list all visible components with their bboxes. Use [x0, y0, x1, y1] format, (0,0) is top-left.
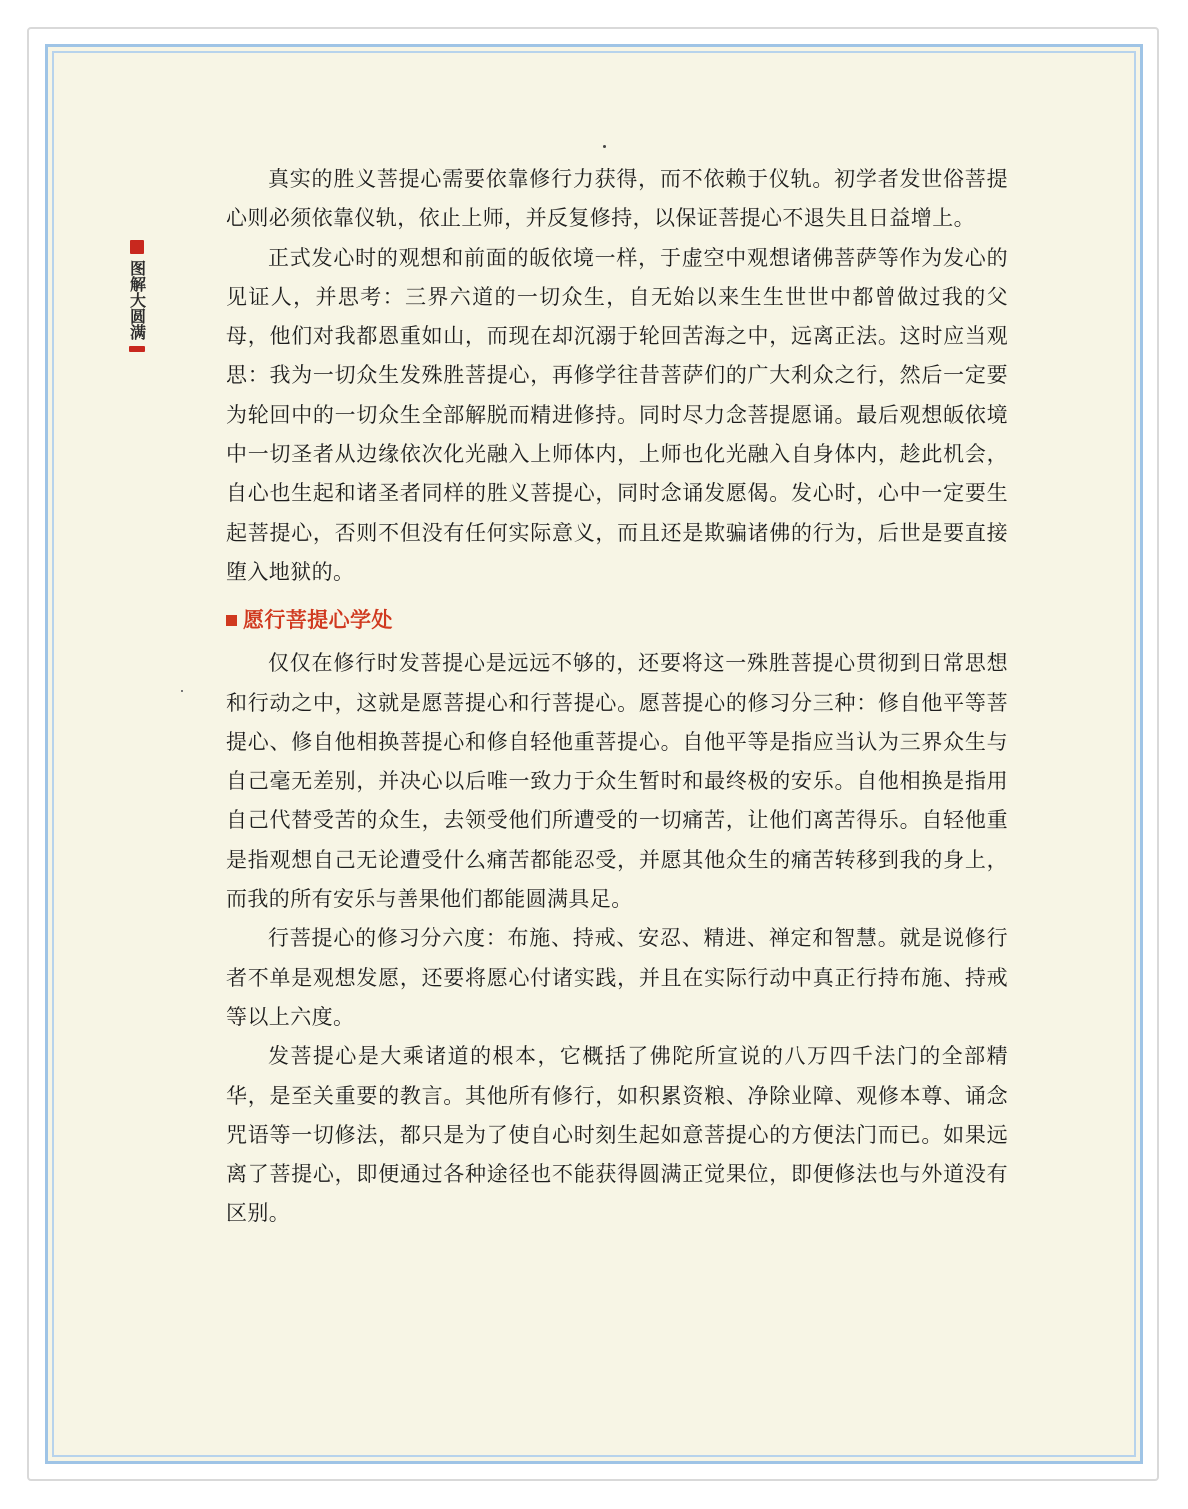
red-seal-bottom-icon [129, 346, 145, 352]
side-tab [125, 240, 149, 358]
section-heading [226, 604, 1008, 636]
paragraph-2: 正式发心时的观想和前面的皈依境一样，于虚空中观想诸佛菩萨等作为发心的见证人，并思考：三界六道的一切众生，自无始以来生生世世中都曾做过我的父母，他们对我都恩重如山，而现在却沉溺于轮回苦海之中，远离正法。这时应当观思：我为一切众生发殊胜菩提心，再修学往昔菩萨们的广大利众之行，然后一定要为轮回中的一切众生全部解脱而精进修持。同时尽力念菩提愿诵。最后观想皈依境中一切圣者从边缘依次化光融入上师体内，上师也化光融入自身体内，趁此机会，自心也生起和诸圣者同样的胜义菩提心，同时念诵发愿偈。发心时，心中一定要生起菩提心，否则不但没有任何实际意义，而且还是欺骗诸佛的行为，后世是要直接堕入地狱的。 [226, 245, 1008, 584]
body-text [226, 160, 1008, 1234]
paragraph-5: 发菩提心是大乘诸道的根本，它概括了佛陀所宣说的八万四千法门的全部精华，是至关重要的教言。其他所有修行，如积累资粮、净除业障、观修本尊、诵念咒语等一切修法，都只是为了使自心时刻生起如意菩提心的方便法门而已。如果远离了菩提心，即便通过各种途径也不能获得圆满正觉果位，即便修法也与外道没有区别。 [226, 1044, 1008, 1226]
paragraph-4: 行菩提心的修习分六度：布施、持戒、安忍、精进、禅定和智慧。就是说修行者不单是观想发愿，还要将愿心付诸实践，并且在实际行动中真正行持布施、持戒等以上六度。 [226, 926, 1008, 1029]
square-bullet-icon [226, 615, 237, 626]
red-seal-icon [130, 240, 144, 254]
page-dot [603, 145, 606, 148]
page-speck [181, 690, 183, 692]
paragraph-3: 仅仅在修行时发菩提心是远远不够的，还要将这一殊胜菩提心贯彻到日常思想和行动之中，这就是愿菩提心和行菩提心。愿菩提心的修习分三种：修自他平等菩提心、修自他相换菩提心和修自轻他重菩提心。自他平等是指应当认为三界众生与自己毫无差别，并决心以后唯一致力于众生暂时和最终极的安乐。自他相换是指用自己代替受苦的众生，去领受他们所遭受的一切痛苦，让他们离苦得乐。自轻他重是指观想自己无论遭受什么痛苦都能忍受，并愿其他众生的痛苦转移到我的身上，而我的所有安乐与善果他们都能圆满具足。 [226, 651, 1008, 912]
section-heading-text: 愿行菩提心学处 [243, 608, 393, 633]
paragraph-1: 真实的胜义菩提心需要依靠修行力获得，而不依赖于仪轨。初学者发世俗菩提心则必须依靠仪轨，依止上师，并反复修持，以保证菩提心不退失且日益增上。 [226, 167, 1008, 231]
side-tab-title: 图解大圆满 [127, 260, 147, 340]
